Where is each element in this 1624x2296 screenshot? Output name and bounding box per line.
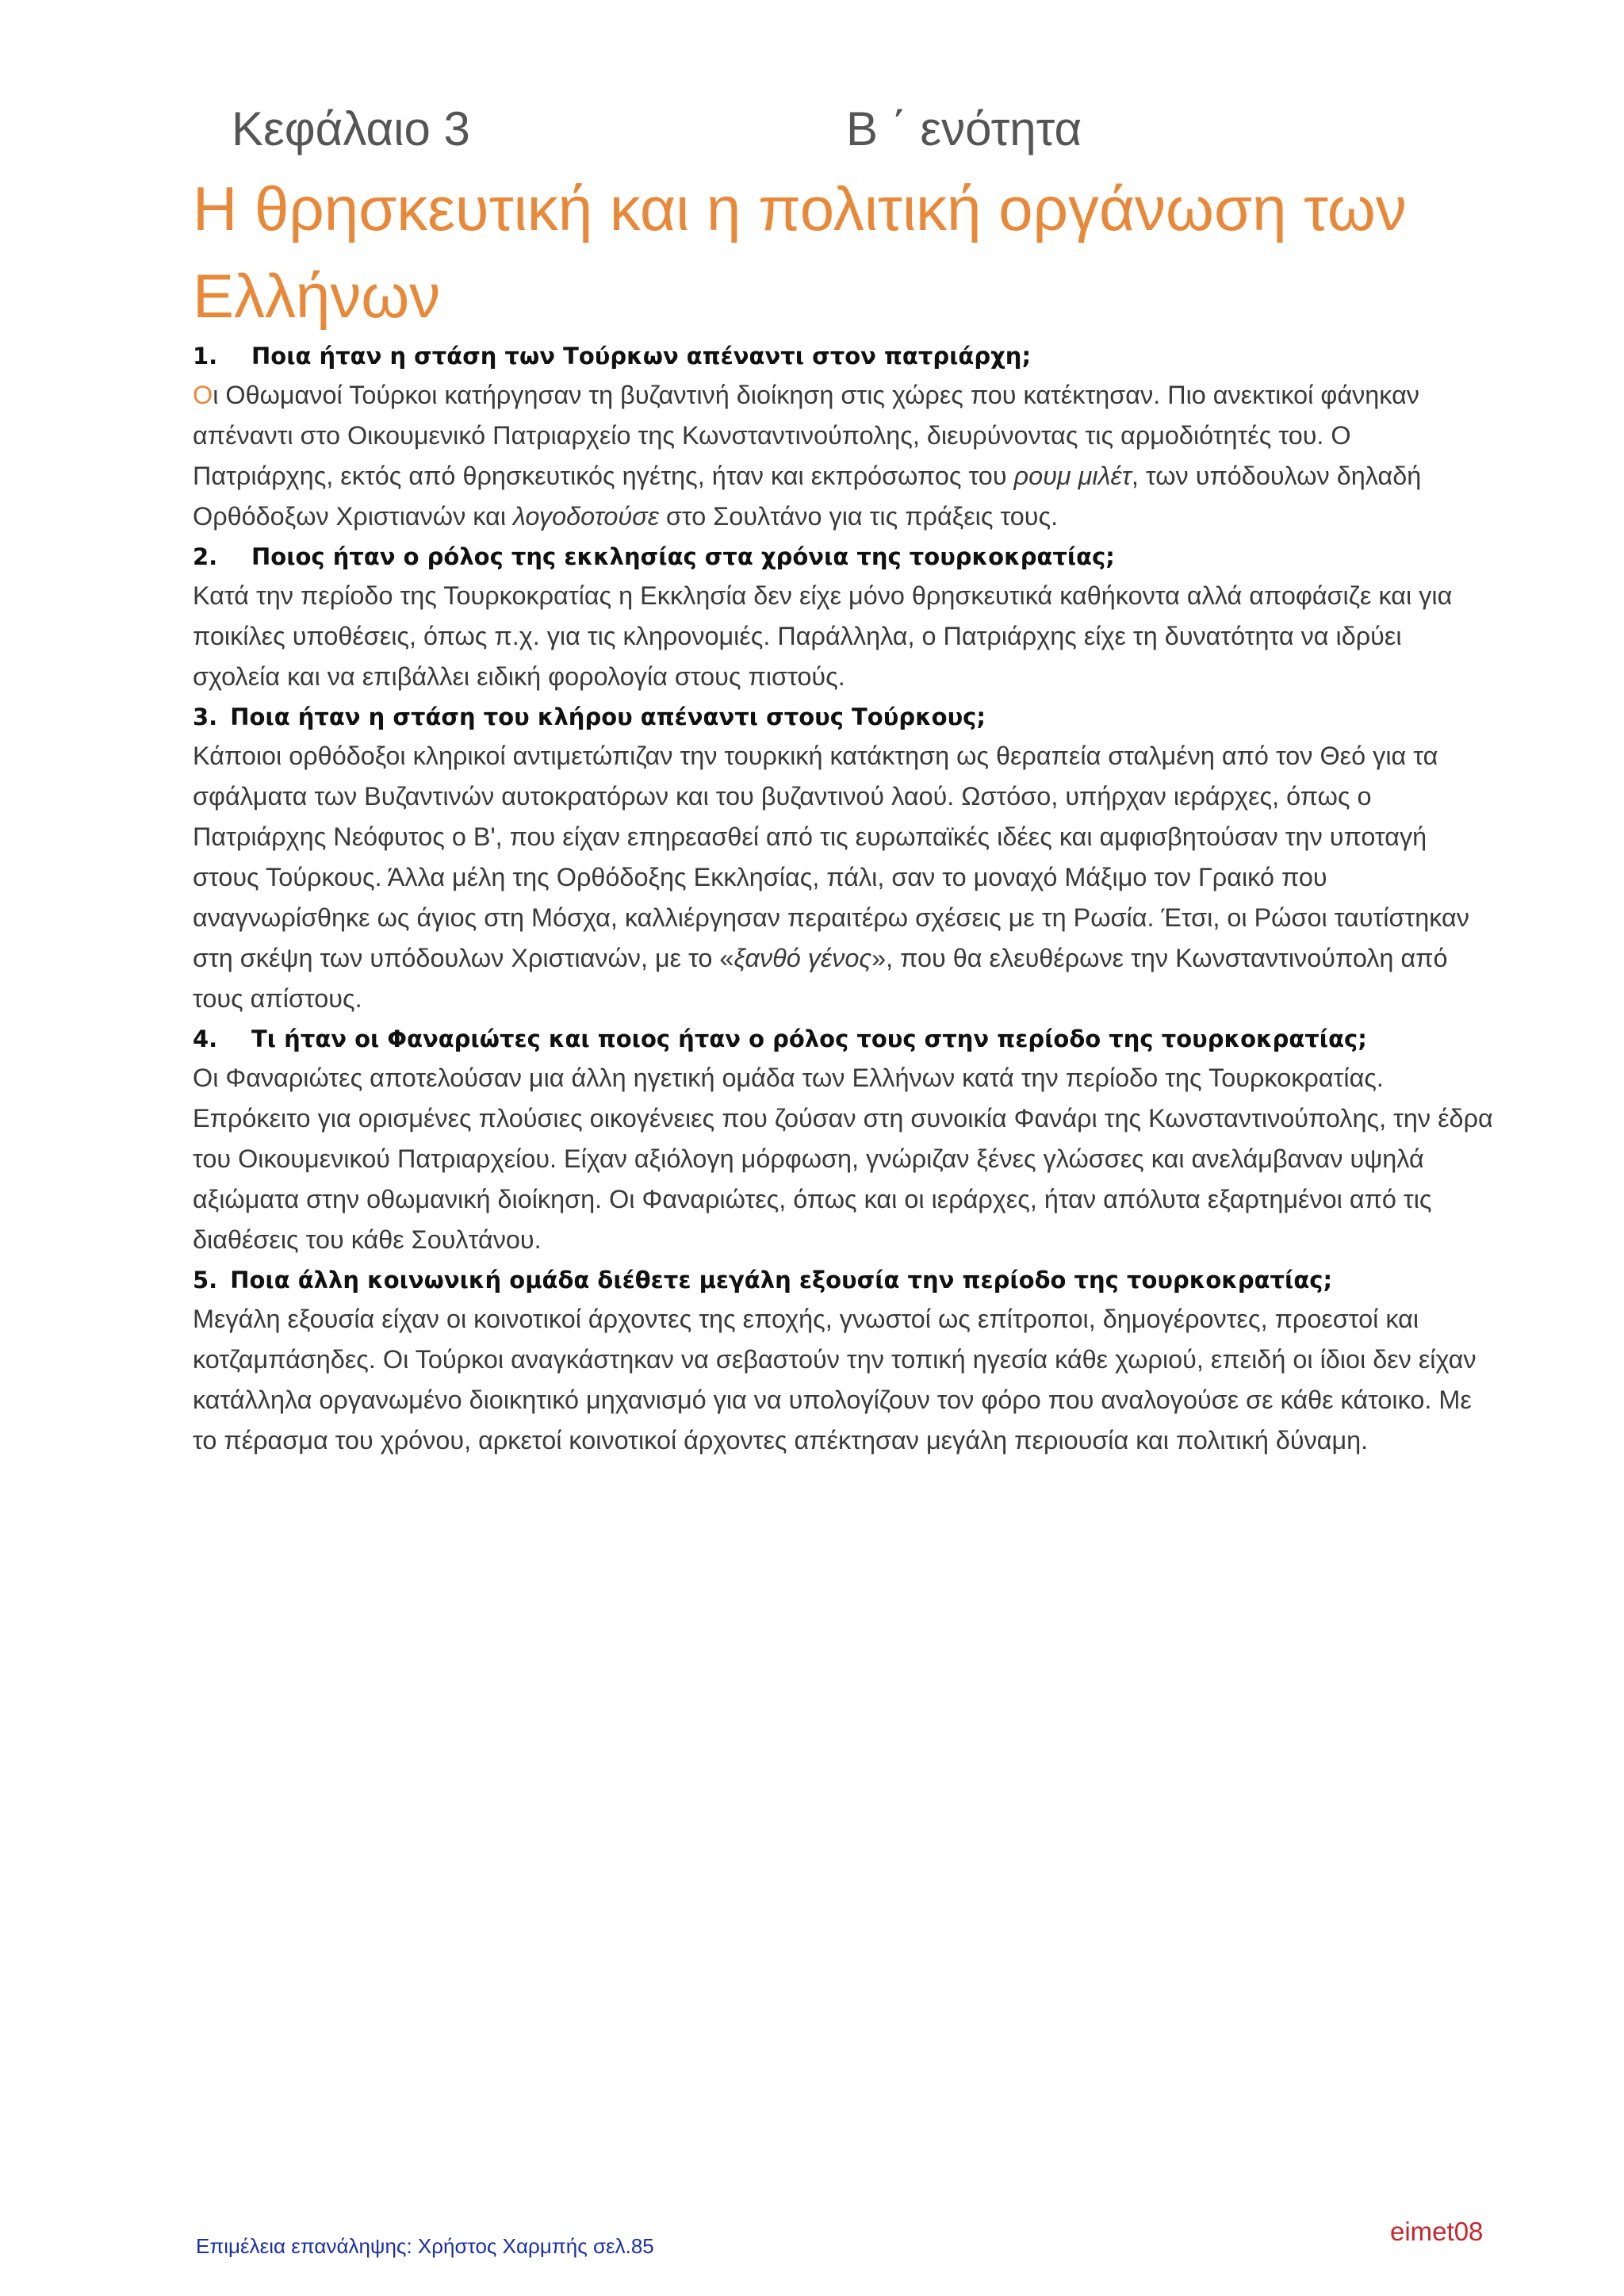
answer-2: Κατά την περίοδο της Τουρκοκρατίας η Εκκλησία δεν είχε μόνο θρησκευτικά καθήκοντα αλλά αποφάσιζε και για ποικίλες υποθέσεις, όπως π.χ. για τις κληρονομιές. Παράλληλα, ο Πατριάρχης είχε τη δυνατότητα να ιδρύει σχολεία και να επιβάλλει ειδική φορολογία στους πιστούς.	[193, 581, 1453, 691]
answer-text: στο Σουλτάνο για τις πράξεις τους.	[658, 502, 1059, 531]
answer-text: ι Οθωμανοί Τούρκοι κατήργησαν τη βυζαντινή διοίκηση στις χώρες που κατέκτησαν. Πιο ανεκτικοί φάνηκαν απέναντι στο Οικουμενικό Πατριαρχείο της Κωνσταντινούπολης, διευρύνοντας τις αρμοδιότητές του. Ο Πατριάρχης, εκτός από θρησκευτικός ηγέτης, ήταν και εκπρόσωπος του	[193, 381, 1420, 490]
qa-content	[193, 337, 1493, 1462]
question-5	[193, 1261, 1493, 1299]
chapter-label: Κεφάλαιο 3	[232, 102, 470, 155]
answer-text: Κάποιοι ορθόδοξοι κληρικοί αντιμετώπιζαν την τουρκική κατάκτηση ως θεραπεία σταλμένη από τον Θεό για τα σφάλματα των Βυζαντινών αυτοκρατόρων και του βυζαντινού λαού. Ωστόσο, υπήρχαν ιεράρχες, όπως ο Πατριάρχης Νεόφυτος ο Β', που είχαν επηρεασθεί από τις ευρωπαϊκές ιδέες και αμφισβητούσαν την υποταγή στους Τούρκους. Άλλα μέλη της Ορθόδοξης Εκκλησίας, πάλι, σαν το μοναχό Μάξιμο τον Γραικό που αναγνωρίσθηκε ως άγιος στη Μόσχα, καλλιέργησαν περαιτέρω σχέσεις με τη Ρωσία. Έτσι, οι Ρώσοι ταυτίστηκαν στη σκέψη των υπόδουλων Χριστιανών, με το «	[193, 742, 1469, 972]
question-1	[193, 337, 1493, 375]
question-text: Τι ήταν οι Φαναριώτες και ποιος ήταν ο ρόλος τους στην περίοδο της τουρκοκρατίας;	[251, 1025, 1367, 1052]
question-number: 5.	[193, 1267, 218, 1294]
question-text: Ποια ήταν η στάση των Τούρκων απέναντι στον πατριάρχη;	[251, 343, 1032, 370]
question-number: 3.	[193, 703, 218, 730]
question-2	[193, 538, 1493, 576]
unit-label: Β ΄ ενότητα	[846, 102, 1082, 155]
term-roum-millet: ρουμ μιλέτ	[1013, 462, 1132, 490]
question-3	[193, 698, 1493, 736]
answer-text: », που θα ελευθέρωνε την Κωνσταντινούπολη από τους απίστους.	[193, 944, 1448, 1013]
question-number: 1.	[193, 343, 218, 370]
answer-text: , των υπόδουλων δηλαδή Ορθόδοξων Χριστιανών και	[193, 462, 1422, 531]
answer-5: Μεγάλη εξουσία είχαν οι κοινοτικοί άρχοντες της εποχής, γνωστοί ως επίτροποι, δημογέροντες, προεστοί και κοτζαμπάσηδες. Οι Τούρκοι αναγκάστηκαν να σεβαστούν την τοπική ηγεσία κάθε χωριού, επειδή οι ίδιοι δεν είχαν κατάλληλα οργανωμένο διοικητικό μηχανισμό για να υπολογίζουν τον φόρο που αναλογούσε σε κάθε κάτοικο. Με το πέρασμα του χρόνου, αρκετοί κοινοτικοί άρχοντες απέκτησαν μεγάλη περιουσία και πολιτική δύναμη.	[193, 1305, 1477, 1455]
footer-tag: eimet08	[1390, 2217, 1484, 2246]
answer-3	[193, 736, 1493, 1019]
answer-1	[193, 375, 1493, 537]
answer-4: Οι Φαναριώτες αποτελούσαν μια άλλη ηγετική ομάδα των Ελλήνων κατά την περίοδο της Τουρκοκρατίας. Επρόκειτο για ορισμένες πλούσιες οικογένειες που ζούσαν στη συνοικία Φανάρι της Κωνσταντινούπολης, την έδρα του Οικουμενικού Πατριαρχείου. Είχαν αξιόλογη μόρφωση, γνώριζαν ξένες γλώσσες και ανελάμβαναν υψηλά αξιώματα στην οθωμανική διοίκηση. Οι Φαναριώτες, όπως και οι ιεράρχες, ήταν απόλυτα εξαρτημένοι από τις διαθέσεις του κάθε Σουλτάνου.	[193, 1064, 1493, 1254]
term-logodotouse: λογοδοτούσε	[513, 502, 659, 531]
question-text: Ποια άλλη κοινωνική ομάδα διέθετε μεγάλη εξουσία την περίοδο της τουρκοκρατίας;	[230, 1267, 1333, 1294]
page-title: Η θρησκευτική και η πολιτική οργάνωση των Ελλήνων	[193, 174, 1407, 331]
term-xantho-genos: ξανθό γένος	[733, 944, 872, 972]
question-4	[193, 1020, 1493, 1058]
question-number: 2.	[193, 543, 218, 570]
drop-letter: Ο	[193, 381, 213, 409]
question-text: Ποιος ήταν ο ρόλος της εκκλησίας στα χρόνια της τουρκοκρατίας;	[251, 543, 1115, 570]
question-text: Ποια ήταν η στάση του κλήρου απέναντι στους Τούρκους;	[230, 703, 986, 730]
question-number: 4.	[193, 1025, 218, 1052]
footer-credit: Επιμέλεια επανάληψης: Χρήστος Χαρμπής σελ.85	[196, 2234, 654, 2258]
